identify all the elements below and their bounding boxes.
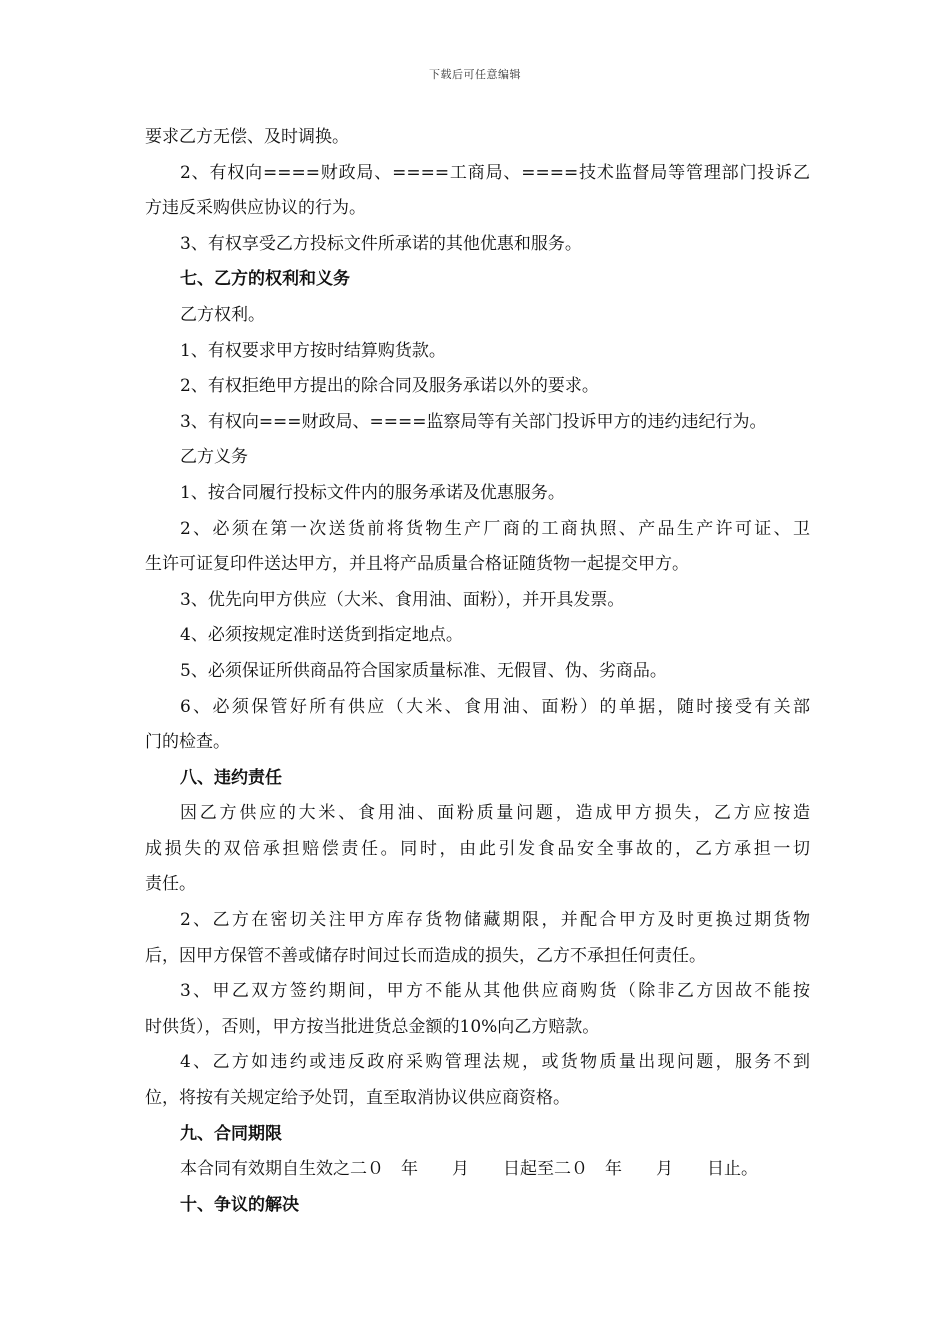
paragraph-line: 时供货），否则，甲方按当批进货总金额的10%向乙方赔款。 [145,1016,600,1037]
paragraph-line: 本合同有效期自生效之二０ 年 月 日起至二０ 年 月 日止。 [180,1159,758,1180]
paragraph-line: 5、必须保证所供商品符合国家质量标准、无假冒、伪、劣商品。 [180,660,667,681]
paragraph-line: 方违反采购供应协议的行为。 [145,198,366,219]
section-heading: 八、违约责任 [180,767,282,788]
paragraph-line: 2、有权向====财政局、====工商局、====技术监督局等管理部门投诉乙 [180,162,810,183]
paragraph-line: 门的检查。 [145,732,230,753]
paragraph-line: 3、甲乙双方签约期间，甲方不能从其他供应商购货（除非乙方因故不能按 [180,981,810,1002]
paragraph-line: 2、有权拒绝甲方提出的除合同及服务承诺以外的要求。 [180,376,599,397]
section-heading: 九、合同期限 [180,1123,282,1144]
paragraph-line: 2、乙方在密切关注甲方库存货物储藏期限，并配合甲方及时更换过期货物 [180,910,810,931]
paragraph-line: 3、优先向甲方供应（大米、食用油、面粉），并开具发票。 [180,589,625,610]
paragraph-line: 1、按合同履行投标文件内的服务承诺及优惠服务。 [180,482,565,503]
paragraph-line: 3、有权享受乙方投标文件所承诺的其他优惠和服务。 [180,233,582,254]
paragraph-line: 乙方义务 [180,447,248,468]
paragraph-line: 6、必须保管好所有供应（大米、食用油、面粉）的单据，随时接受有关部 [180,696,810,717]
paragraph-line: 2、必须在第一次送货前将货物生产厂商的工商执照、产品生产许可证、卫 [180,518,810,539]
paragraph-line: 乙方权利。 [180,304,265,325]
paragraph-line: 后，因甲方保管不善或储存时间过长而造成的损失，乙方不承担任何责任。 [145,945,706,966]
paragraph-line: 4、乙方如违约或违反政府采购管理法规，或货物质量出现问题，服务不到 [180,1052,810,1073]
paragraph-line: 位，将按有关规定给予处罚，直至取消协议供应商资格。 [145,1088,570,1109]
paragraph-line: 成损失的双倍承担赔偿责任。同时，由此引发食品安全事故的，乙方承担一切 [145,838,810,859]
paragraph-line: 4、必须按规定准时送货到指定地点。 [180,625,463,646]
paragraph-line: 责任。 [145,874,196,895]
page-header: 下载后可任意编辑 [429,68,521,81]
paragraph-line: 生许可证复印件送达甲方，并且将产品质量合格证随货物一起提交甲方。 [145,554,689,575]
section-heading: 十、争议的解决 [180,1194,299,1215]
document-body [145,120,810,1223]
paragraph-line: 3、有权向===财政局、====监察局等有关部门投诉甲方的违约违纪行为。 [180,411,767,432]
paragraph-line: 1、有权要求甲方按时结算购货款。 [180,340,446,361]
paragraph-line: 因乙方供应的大米、食用油、面粉质量问题，造成甲方损失，乙方应按造 [180,803,810,824]
paragraph-line: 要求乙方无偿、及时调换。 [145,127,349,147]
section-heading: 七、乙方的权利和义务 [180,269,350,290]
